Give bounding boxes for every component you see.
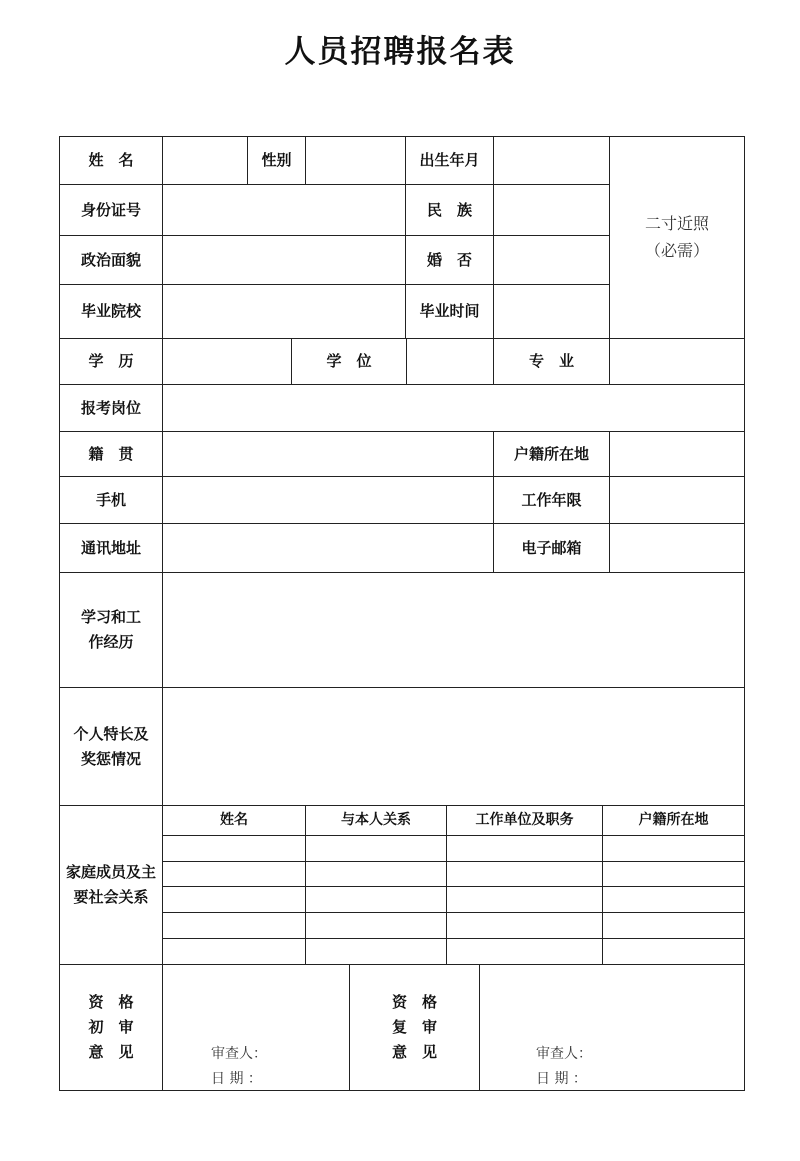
label-political: 政治面貌	[59, 235, 163, 285]
final-review-line1: 资 格	[391, 993, 437, 1012]
label-id-number: 身份证号	[59, 184, 163, 236]
label-final-review	[349, 964, 480, 1091]
label-grad-time: 毕业时间	[405, 284, 494, 339]
family-cell[interactable]	[602, 912, 745, 939]
family-cell[interactable]	[602, 938, 745, 965]
name-field[interactable]	[162, 136, 248, 185]
family-header-household: 户籍所在地	[602, 805, 745, 836]
label-name: 姓 名	[59, 136, 163, 185]
household-field[interactable]	[609, 431, 745, 477]
family-cell[interactable]	[446, 938, 603, 965]
label-marital: 婚 否	[405, 235, 494, 285]
family-cell[interactable]	[305, 938, 447, 965]
family-cell[interactable]	[305, 912, 447, 939]
family-cell[interactable]	[446, 912, 603, 939]
family-cell[interactable]	[446, 835, 603, 862]
family-header-employer: 工作单位及职务	[446, 805, 603, 836]
final-review-field[interactable]	[479, 964, 745, 1091]
label-family-line1: 家庭成员及主	[65, 863, 156, 882]
label-address: 通讯地址	[59, 523, 163, 573]
family-cell[interactable]	[305, 886, 447, 913]
education-field[interactable]	[162, 338, 292, 385]
family-cell[interactable]	[162, 886, 306, 913]
label-gender: 性别	[247, 136, 306, 185]
native-place-field[interactable]	[162, 431, 494, 477]
label-native-place: 籍 贯	[59, 431, 163, 477]
photo-box[interactable]	[609, 136, 745, 339]
final-review-line3: 意 见	[391, 1042, 437, 1061]
family-cell[interactable]	[305, 861, 447, 887]
label-work-years: 工作年限	[493, 476, 610, 524]
position-field[interactable]	[162, 384, 745, 432]
label-major: 专 业	[493, 338, 610, 385]
family-cell[interactable]	[305, 835, 447, 862]
family-header-relation: 与本人关系	[305, 805, 447, 836]
family-cell[interactable]	[602, 835, 745, 862]
label-history-line1: 学习和工	[80, 608, 141, 627]
family-cell[interactable]	[162, 861, 306, 887]
label-birth: 出生年月	[405, 136, 494, 185]
label-household: 户籍所在地	[493, 431, 610, 477]
photo-note: （必需）	[644, 240, 709, 260]
ethnicity-field[interactable]	[493, 184, 610, 236]
label-school: 毕业院校	[59, 284, 163, 339]
address-field[interactable]	[162, 523, 494, 573]
final-reviewer-label: 审查人：	[536, 1046, 592, 1062]
final-review-line2: 复 审	[391, 1018, 437, 1037]
initial-date-label: 日 期 ：	[211, 1071, 262, 1087]
family-cell[interactable]	[162, 835, 306, 862]
label-family	[59, 805, 163, 965]
form-title: 人员招聘报名表	[284, 34, 516, 70]
final-date-label: 日 期 ：	[536, 1071, 587, 1087]
initial-review-line1: 资 格	[88, 993, 134, 1012]
family-cell[interactable]	[602, 861, 745, 887]
label-mobile: 手机	[59, 476, 163, 524]
initial-review-line2: 初 审	[88, 1018, 134, 1037]
degree-field[interactable]	[406, 338, 494, 385]
initial-reviewer-label: 审查人：	[211, 1046, 267, 1062]
family-header-name: 姓名	[162, 805, 306, 836]
label-skills	[59, 687, 163, 806]
photo-label: 二寸近照	[644, 214, 709, 234]
major-field[interactable]	[609, 338, 745, 385]
family-cell[interactable]	[162, 912, 306, 939]
label-ethnicity: 民 族	[405, 184, 494, 236]
political-field[interactable]	[162, 235, 406, 285]
initial-review-line3: 意 见	[88, 1042, 134, 1061]
id-number-field[interactable]	[162, 184, 406, 236]
family-cell[interactable]	[446, 886, 603, 913]
gender-field[interactable]	[305, 136, 406, 185]
label-position: 报考岗位	[59, 384, 163, 432]
family-cell[interactable]	[446, 861, 603, 887]
school-field[interactable]	[162, 284, 406, 339]
work-years-field[interactable]	[609, 476, 745, 524]
label-degree: 学 位	[291, 338, 407, 385]
family-cell[interactable]	[162, 938, 306, 965]
email-field[interactable]	[609, 523, 745, 573]
birth-field[interactable]	[493, 136, 610, 185]
label-education: 学 历	[59, 338, 163, 385]
label-family-line2: 要社会关系	[73, 888, 149, 906]
grad-time-field[interactable]	[493, 284, 610, 339]
label-initial-review	[59, 964, 163, 1091]
history-field[interactable]	[162, 572, 745, 688]
label-history-line2: 作经历	[88, 633, 134, 651]
label-email: 电子邮箱	[493, 523, 610, 573]
label-skills-line2: 奖惩情况	[80, 749, 141, 768]
mobile-field[interactable]	[162, 476, 494, 524]
label-history	[59, 572, 163, 688]
family-cell[interactable]	[602, 886, 745, 913]
skills-field[interactable]	[162, 687, 745, 806]
marital-field[interactable]	[493, 235, 610, 285]
label-skills-line1: 个人特长及	[73, 724, 149, 743]
